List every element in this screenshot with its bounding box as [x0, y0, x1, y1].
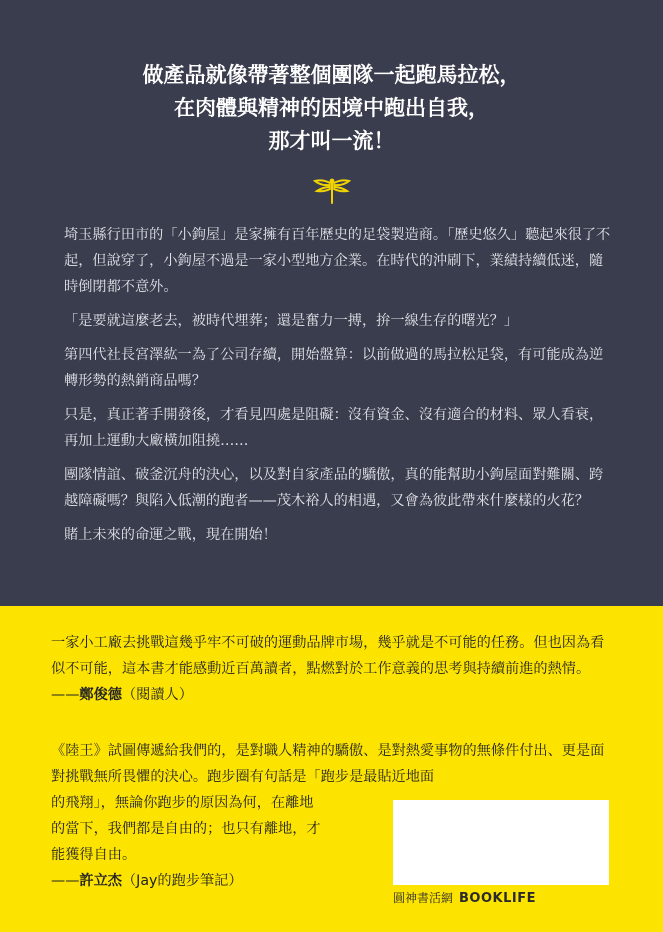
review-line: 能獲得自由。 [51, 847, 137, 863]
review-line: 的飛翔」，無論你跑步的原因為何，在離地 [51, 795, 314, 811]
review-text: 一家小工廠去挑戰這幾乎牢不可破的運動品牌市場，幾乎就是不可能的任務。但也因為看似不可能，這本書才能感動近百萬讀者，點燃對於工作意義的思考與持續前進的熱情。 [51, 635, 605, 677]
reviewer-affiliation: （閱讀人） [121, 687, 193, 703]
synopsis-paragraph: 埼玉縣行田市的「小鉤屋」是家擁有百年歷史的足袋製造商。「歷史悠久」聽起來很了不起，但說穿了，小鉤屋不過是一家小型地方企業。在時代的沖刷下，業績持續低迷，隨時倒閉都不意外。 [64, 227, 611, 295]
synopsis-paragraph: 第四代社長宮澤紘一為了公司存續，開始盤算：以前做過的馬拉松足袋，有可能成為逆轉形勢的熱銷商品嗎？ [64, 347, 604, 389]
review-line: 的當下，我們都是自由的；也只有離地，才 [51, 821, 321, 837]
synopsis-paragraph: 只是，真正著手開發後，才看見四處是阻礙：沒有資金、沒有適合的材料、眾人看衰，再加上運動大廠橫加阻撓…… [64, 407, 604, 449]
reviewer-name: 鄭俊德 [79, 687, 122, 703]
headline-line: 做產品就像帶著整個團隊一起跑馬拉松， [142, 62, 521, 87]
review-signature [51, 682, 616, 708]
review-text: 《陸王》試圖傳遞給我們的，是對職人精神的驕傲、是對熱愛事物的無條件付出、更是面對挑戰無所畏懼的決心。跑步圈有句話是「跑步是最貼近地面 [51, 743, 605, 785]
headline-line: 在肉體與精神的困境中跑出自我， [174, 95, 489, 120]
reviewer-affiliation: （Jay的跑步筆記） [121, 873, 243, 889]
review-jheng [51, 630, 616, 708]
signature-dash: —— [51, 687, 80, 703]
publisher-name: 圓神書活網 [393, 891, 454, 905]
reviewer-name: 許立杰 [79, 873, 122, 889]
synopsis-paragraph: 賭上未來的命運之戰，現在開始！ [64, 527, 277, 543]
signature-dash: —— [51, 873, 80, 889]
synopsis-text [64, 222, 614, 556]
synopsis-paragraph: 團隊情誼、破釜沉舟的決心，以及對自家產品的驕傲，真的能幫助小鉤屋面對難關、跨越障礙嗎？與陷入低潮的跑者——茂木裕人的相遇，又會為彼此帶來什麼樣的火花？ [64, 467, 604, 509]
publisher-brand: BOOKLIFE [459, 891, 536, 906]
dragonfly-icon [313, 177, 351, 205]
barcode-area [393, 800, 609, 885]
synopsis-paragraph: 「是要就這麼老去，被時代埋葬；還是奮力一搏，拚一線生存的曙光？」 [64, 313, 519, 329]
headline [0, 58, 663, 157]
publisher-logo [393, 890, 609, 907]
headline-line: 那才叫一流！ [268, 128, 395, 153]
